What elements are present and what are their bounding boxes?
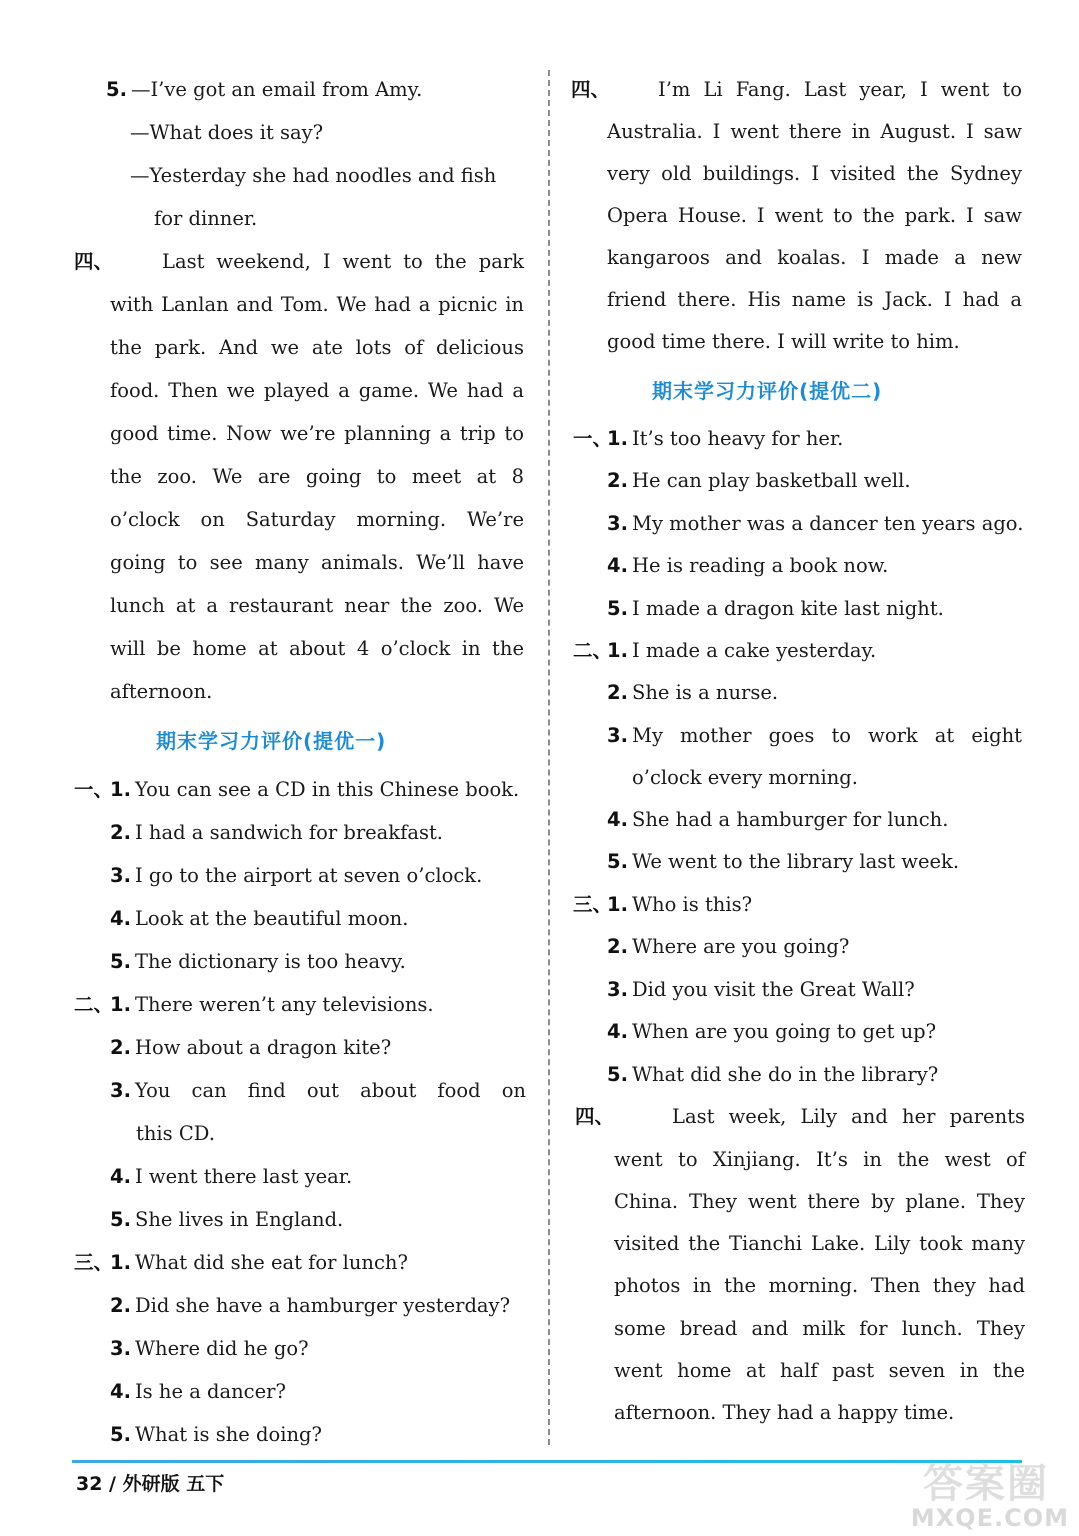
list-item: 5. What did she do in the library? [607, 1063, 939, 1086]
paragraph-line: went to Xinjiang. It’s in the west of [614, 1148, 1025, 1171]
section-marker: 四、 [575, 1105, 615, 1128]
section-heading: 期末学习力评价(提优一) [156, 729, 387, 753]
list-item: 3. Did you visit the Great Wall? [607, 978, 915, 1001]
paragraph-line: some bread and milk for lunch. They [614, 1317, 1025, 1340]
list-item: 2. He can play basketball well. [607, 469, 911, 492]
paragraph-line: China. They went there by plane. They [614, 1190, 1025, 1213]
paragraph-line: afternoon. They had a happy time. [614, 1401, 955, 1424]
list-item: 2. Where are you going? [607, 935, 850, 958]
paragraph-line: afternoon. [110, 680, 213, 703]
list-item: 3. Where did he go? [110, 1337, 309, 1360]
list-item: 2. How about a dragon kite? [110, 1036, 392, 1059]
watermark-top: 答案圈 [923, 1461, 1049, 1507]
list-item: 5. She lives in England. [110, 1208, 344, 1231]
list-item: 2. Did she have a hamburger yesterday? [110, 1294, 511, 1317]
list-item: 1. What did she eat for lunch? [110, 1251, 408, 1274]
section-marker: 二、 [74, 993, 114, 1016]
list-item: 1. It’s too heavy for her. [607, 427, 844, 450]
list-item-continuation: o’clock every morning. [632, 766, 858, 789]
page-footer: 32 / 外研版 五下 [76, 1473, 225, 1495]
paragraph-line: friend there. His name is Jack. I had a [607, 288, 1022, 311]
list-item: 2. She is a nurse. [607, 681, 779, 704]
section-heading: 期末学习力评价(提优二) [652, 379, 883, 403]
paragraph-line: photos in the morning. Then they had [614, 1274, 1025, 1297]
paragraph-line: Australia. I went there in August. I saw [607, 120, 1022, 143]
list-item: 3. My mother was a dancer ten years ago. [607, 512, 1024, 535]
list-item: 5. What is she doing? [110, 1423, 322, 1446]
paragraph-line: Opera House. I went to the park. I saw [607, 204, 1022, 227]
column-divider [548, 70, 550, 1445]
paragraph-line: very old buildings. I visited the Sydney [607, 162, 1022, 185]
list-item: 1. You can see a CD in this Chinese book. [110, 778, 520, 801]
paragraph-line: will be home at about 4 o’clock in the [110, 637, 524, 660]
paragraph-line: going to see many animals. We’ll have [110, 551, 524, 574]
dialogue-line: for dinner. [154, 207, 258, 230]
list-item: 3. My mother goes to work at eight [607, 724, 1022, 747]
paragraph-line: Last weekend, I went to the park [162, 250, 524, 273]
paragraph-line: Last week, Lily and her parents [672, 1105, 1025, 1128]
dialogue-line: —What does it say? [130, 121, 324, 144]
watermark-bottom: MXQE.COM [910, 1504, 1069, 1532]
paragraph-line: o’clock on Saturday morning. We’re [110, 508, 524, 531]
section-marker: 二、 [573, 639, 613, 662]
item-number: 5. [106, 78, 127, 101]
watermark-logo [879, 1452, 1069, 1532]
item-5 [106, 75, 422, 105]
list-item: 5. I made a dragon kite last night. [607, 597, 944, 620]
paragraph-line: I’m Li Fang. Last year, I went to [658, 78, 1022, 101]
list-item: 1. Who is this? [607, 893, 753, 916]
paragraph-line: food. Then we played a game. We had a [110, 379, 524, 402]
list-item: 1. I made a cake yesterday. [607, 639, 877, 662]
section-marker: 四、 [571, 78, 611, 101]
list-item: 4. She had a hamburger for lunch. [607, 808, 949, 831]
list-item-continuation: this CD. [136, 1122, 215, 1145]
paragraph-line: the zoo. We are going to meet at 8 [110, 465, 524, 488]
paragraph-line: good time. Now we’re planning a trip to [110, 422, 524, 445]
list-item: 5. We went to the library last week. [607, 850, 960, 873]
item-text: —I’ve got an email from Amy. [130, 78, 423, 101]
paragraph-line: visited the Tianchi Lake. Lily took many [614, 1232, 1025, 1255]
list-item: 5. The dictionary is too heavy. [110, 950, 406, 973]
section-marker: 一、 [74, 778, 114, 801]
paragraph-line: kangaroos and koalas. I made a new [607, 246, 1022, 269]
list-item: 4. I went there last year. [110, 1165, 353, 1188]
section-marker: 一、 [573, 427, 613, 450]
paragraph-line: went home at half past seven in the [614, 1359, 1025, 1382]
list-item: 4. He is reading a book now. [607, 554, 889, 577]
list-item: 3. You can find out about food on [110, 1079, 526, 1102]
paragraph-line: the park. And we ate lots of delicious [110, 336, 524, 359]
list-item: 2. I had a sandwich for breakfast. [110, 821, 444, 844]
list-item: 4. Look at the beautiful moon. [110, 907, 409, 930]
paragraph-line: good time there. I will write to him. [607, 330, 960, 353]
paragraph-line: lunch at a restaurant near the zoo. We [110, 594, 524, 617]
list-item: 1. There weren’t any televisions. [110, 993, 434, 1016]
list-item: 3. I go to the airport at seven o’clock. [110, 864, 483, 887]
section-marker: 三、 [573, 893, 613, 916]
dialogue-line: —Yesterday she had noodles and fish [130, 164, 497, 187]
section-marker: 四、 [74, 250, 114, 273]
paragraph-line: with Lanlan and Tom. We had a picnic in [110, 293, 524, 316]
section-marker: 三、 [74, 1251, 114, 1274]
list-item: 4. When are you going to get up? [607, 1020, 937, 1043]
list-item: 4. Is he a dancer? [110, 1380, 286, 1403]
